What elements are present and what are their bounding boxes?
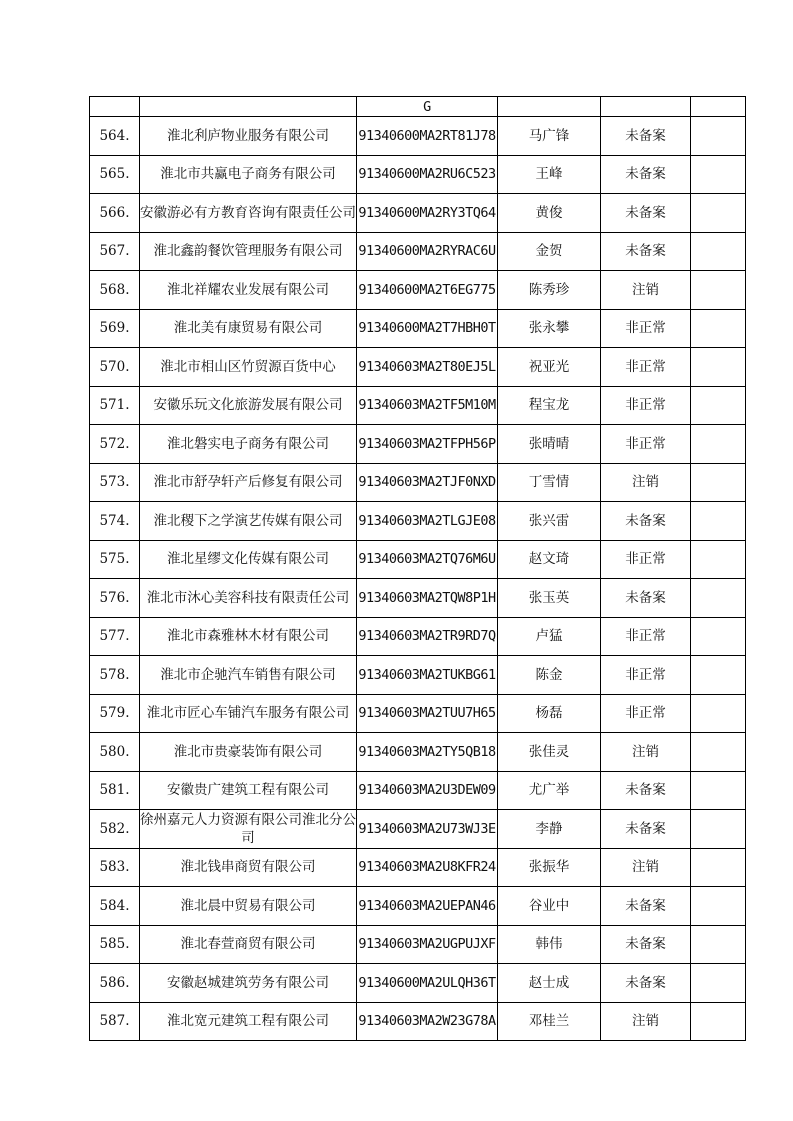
credit-code-cell: 91340603MA2TQW8P1H (357, 579, 498, 618)
remark-cell (691, 887, 746, 926)
remark-cell (691, 733, 746, 772)
company-name-cell: 淮北市共赢电子商务有限公司 (140, 155, 357, 194)
status-cell: 非正常 (601, 309, 691, 348)
number-cell: 569. (90, 309, 140, 348)
remark-cell (691, 117, 746, 156)
table-row (90, 232, 746, 271)
legal-person-cell: 张振华 (498, 848, 601, 887)
number-cell: 582. (90, 810, 140, 849)
credit-code-cell: 91340603MA2TY5QB18 (357, 733, 498, 772)
credit-code-cell: 91340603MA2TUKBG61 (357, 656, 498, 695)
enterprise-table (89, 96, 746, 1041)
company-name-cell: 安徽贵广建筑工程有限公司 (140, 771, 357, 810)
company-name-cell: 淮北市贵豪装饰有限公司 (140, 733, 357, 772)
remark-cell (691, 97, 746, 117)
status-cell: 注销 (601, 733, 691, 772)
credit-code-cell: 91340603MA2TLGJE08 (357, 502, 498, 541)
remark-cell (691, 425, 746, 464)
table-row (90, 887, 746, 926)
status-cell: 非正常 (601, 348, 691, 387)
number-cell: 564. (90, 117, 140, 156)
table-row (90, 925, 746, 964)
credit-code-cell: G (357, 97, 498, 117)
number-cell: 587. (90, 1002, 140, 1041)
legal-person-cell: 邓桂兰 (498, 1002, 601, 1041)
company-name-cell: 淮北宽元建筑工程有限公司 (140, 1002, 357, 1041)
number-cell: 576. (90, 579, 140, 618)
table-row (90, 694, 746, 733)
status-cell: 未备案 (601, 579, 691, 618)
credit-code-cell: 91340600MA2RY3TQ64 (357, 194, 498, 233)
remark-cell (691, 194, 746, 233)
legal-person-cell: 卢猛 (498, 617, 601, 656)
credit-code-cell: 91340603MA2TUU7H65 (357, 694, 498, 733)
legal-person-cell: 张晴晴 (498, 425, 601, 464)
credit-code-cell: 91340603MA2TR9RD7Q (357, 617, 498, 656)
credit-code-cell: 91340603MA2W23G78A (357, 1002, 498, 1041)
number-cell: 581. (90, 771, 140, 810)
credit-code-cell: 91340600MA2ULQH36T (357, 964, 498, 1003)
status-cell: 非正常 (601, 425, 691, 464)
credit-code-cell: 91340600MA2RYRAC6U (357, 232, 498, 271)
legal-person-cell: 黄俊 (498, 194, 601, 233)
status-cell: 非正常 (601, 656, 691, 695)
status-cell: 注销 (601, 271, 691, 310)
table-row (90, 848, 746, 887)
table-row (90, 579, 746, 618)
table-row (90, 155, 746, 194)
legal-person-cell (498, 97, 601, 117)
company-name-cell: 淮北利庐物业服务有限公司 (140, 117, 357, 156)
table-row (90, 463, 746, 502)
number-cell: 584. (90, 887, 140, 926)
number-cell: 567. (90, 232, 140, 271)
company-name-cell: 淮北市舒孕轩产后修复有限公司 (140, 463, 357, 502)
status-cell: 注销 (601, 1002, 691, 1041)
legal-person-cell: 尤广举 (498, 771, 601, 810)
table-row (90, 733, 746, 772)
credit-code-cell: 91340603MA2TFPH56P (357, 425, 498, 464)
credit-code-cell: 91340600MA2RT81J78 (357, 117, 498, 156)
legal-person-cell: 杨磊 (498, 694, 601, 733)
company-name-cell: 淮北市企驰汽车销售有限公司 (140, 656, 357, 695)
company-name-cell: 淮北钱串商贸有限公司 (140, 848, 357, 887)
remark-cell (691, 309, 746, 348)
status-cell: 注销 (601, 848, 691, 887)
status-cell: 未备案 (601, 117, 691, 156)
table-row (90, 271, 746, 310)
status-cell: 非正常 (601, 386, 691, 425)
number-cell: 579. (90, 694, 140, 733)
status-cell (601, 97, 691, 117)
table-row (90, 386, 746, 425)
legal-person-cell: 张兴雷 (498, 502, 601, 541)
legal-person-cell: 张佳灵 (498, 733, 601, 772)
number-cell: 570. (90, 348, 140, 387)
credit-code-cell: 91340600MA2T6EG775 (357, 271, 498, 310)
status-cell: 未备案 (601, 964, 691, 1003)
legal-person-cell: 陈金 (498, 656, 601, 695)
number-cell: 574. (90, 502, 140, 541)
number-cell: 586. (90, 964, 140, 1003)
remark-cell (691, 579, 746, 618)
remark-cell (691, 271, 746, 310)
company-name-cell: 淮北市相山区竹贸源百货中心 (140, 348, 357, 387)
table-body (90, 97, 746, 1041)
table-row (90, 425, 746, 464)
remark-cell (691, 155, 746, 194)
legal-person-cell: 王峰 (498, 155, 601, 194)
remark-cell (691, 1002, 746, 1041)
status-cell: 未备案 (601, 925, 691, 964)
legal-person-cell: 李静 (498, 810, 601, 849)
remark-cell (691, 771, 746, 810)
credit-code-cell: 91340603MA2UEPAN46 (357, 887, 498, 926)
legal-person-cell: 张玉英 (498, 579, 601, 618)
remark-cell (691, 694, 746, 733)
number-cell: 573. (90, 463, 140, 502)
number-cell: 571. (90, 386, 140, 425)
status-cell: 未备案 (601, 232, 691, 271)
legal-person-cell: 张永攀 (498, 309, 601, 348)
remark-cell (691, 810, 746, 849)
credit-code-cell: 91340603MA2U8KFR24 (357, 848, 498, 887)
status-cell: 非正常 (601, 540, 691, 579)
number-cell: 572. (90, 425, 140, 464)
remark-cell (691, 502, 746, 541)
table-row (90, 309, 746, 348)
company-name-cell: 淮北稷下之学演艺传媒有限公司 (140, 502, 357, 541)
number-cell: 583. (90, 848, 140, 887)
remark-cell (691, 540, 746, 579)
company-name-cell: 淮北市匠心车铺汽车服务有限公司 (140, 694, 357, 733)
table-row (90, 964, 746, 1003)
number-cell: 575. (90, 540, 140, 579)
status-cell: 未备案 (601, 810, 691, 849)
credit-code-cell: 91340603MA2TQ76M6U (357, 540, 498, 579)
legal-person-cell: 赵文琦 (498, 540, 601, 579)
status-cell: 未备案 (601, 194, 691, 233)
remark-cell (691, 386, 746, 425)
remark-cell (691, 656, 746, 695)
credit-code-cell: 91340603MA2T80EJ5L (357, 348, 498, 387)
remark-cell (691, 925, 746, 964)
remark-cell (691, 463, 746, 502)
number-cell: 565. (90, 155, 140, 194)
company-name-cell: 淮北星缪文化传媒有限公司 (140, 540, 357, 579)
number-cell (90, 97, 140, 117)
company-name-cell: 淮北祥耀农业发展有限公司 (140, 271, 357, 310)
remark-cell (691, 848, 746, 887)
company-name-cell: 淮北鑫韵餐饮管理服务有限公司 (140, 232, 357, 271)
legal-person-cell: 陈秀珍 (498, 271, 601, 310)
table-row (90, 540, 746, 579)
legal-person-cell: 程宝龙 (498, 386, 601, 425)
company-name-cell (140, 97, 357, 117)
legal-person-cell: 金贺 (498, 232, 601, 271)
company-name-cell: 安徽赵城建筑劳务有限公司 (140, 964, 357, 1003)
number-cell: 578. (90, 656, 140, 695)
credit-code-cell: 91340600MA2T7HBH0T (357, 309, 498, 348)
legal-person-cell: 马广锋 (498, 117, 601, 156)
status-cell: 未备案 (601, 887, 691, 926)
company-name-cell: 淮北市森雅林木材有限公司 (140, 617, 357, 656)
company-name-cell: 安徽游必有方教育咨询有限责任公司 (140, 194, 357, 233)
table-row (90, 810, 746, 849)
number-cell: 566. (90, 194, 140, 233)
number-cell: 568. (90, 271, 140, 310)
table-row (90, 194, 746, 233)
table-row (90, 1002, 746, 1041)
credit-code-cell: 91340603MA2UGPUJXF (357, 925, 498, 964)
status-cell: 非正常 (601, 617, 691, 656)
legal-person-cell: 韩伟 (498, 925, 601, 964)
company-name-cell: 安徽乐玩文化旅游发展有限公司 (140, 386, 357, 425)
company-name-cell: 淮北春萱商贸有限公司 (140, 925, 357, 964)
company-name-cell: 徐州嘉元人力资源有限公司淮北分公司 (140, 810, 357, 849)
credit-code-cell: 91340603MA2U73WJ3E (357, 810, 498, 849)
status-cell: 注销 (601, 463, 691, 502)
credit-code-cell: 91340603MA2TJF0NXD (357, 463, 498, 502)
table-row-continued (90, 97, 746, 117)
number-cell: 580. (90, 733, 140, 772)
credit-code-cell: 91340603MA2TF5M10M (357, 386, 498, 425)
table-row (90, 656, 746, 695)
remark-cell (691, 617, 746, 656)
remark-cell (691, 232, 746, 271)
status-cell: 未备案 (601, 502, 691, 541)
company-name-cell: 淮北市沐心美容科技有限责任公司 (140, 579, 357, 618)
table-row (90, 117, 746, 156)
legal-person-cell: 丁雪情 (498, 463, 601, 502)
credit-code-cell: 91340603MA2U3DEW09 (357, 771, 498, 810)
table-row (90, 617, 746, 656)
company-name-cell: 淮北美有康贸易有限公司 (140, 309, 357, 348)
remark-cell (691, 348, 746, 387)
status-cell: 未备案 (601, 771, 691, 810)
number-cell: 577. (90, 617, 140, 656)
company-name-cell: 淮北晨中贸易有限公司 (140, 887, 357, 926)
table-row (90, 502, 746, 541)
legal-person-cell: 谷业中 (498, 887, 601, 926)
credit-code-cell: 91340600MA2RU6C523 (357, 155, 498, 194)
status-cell: 未备案 (601, 155, 691, 194)
legal-person-cell: 祝亚光 (498, 348, 601, 387)
status-cell: 非正常 (601, 694, 691, 733)
remark-cell (691, 964, 746, 1003)
table-row (90, 771, 746, 810)
legal-person-cell: 赵士成 (498, 964, 601, 1003)
table-row (90, 348, 746, 387)
company-name-cell: 淮北磐实电子商务有限公司 (140, 425, 357, 464)
number-cell: 585. (90, 925, 140, 964)
